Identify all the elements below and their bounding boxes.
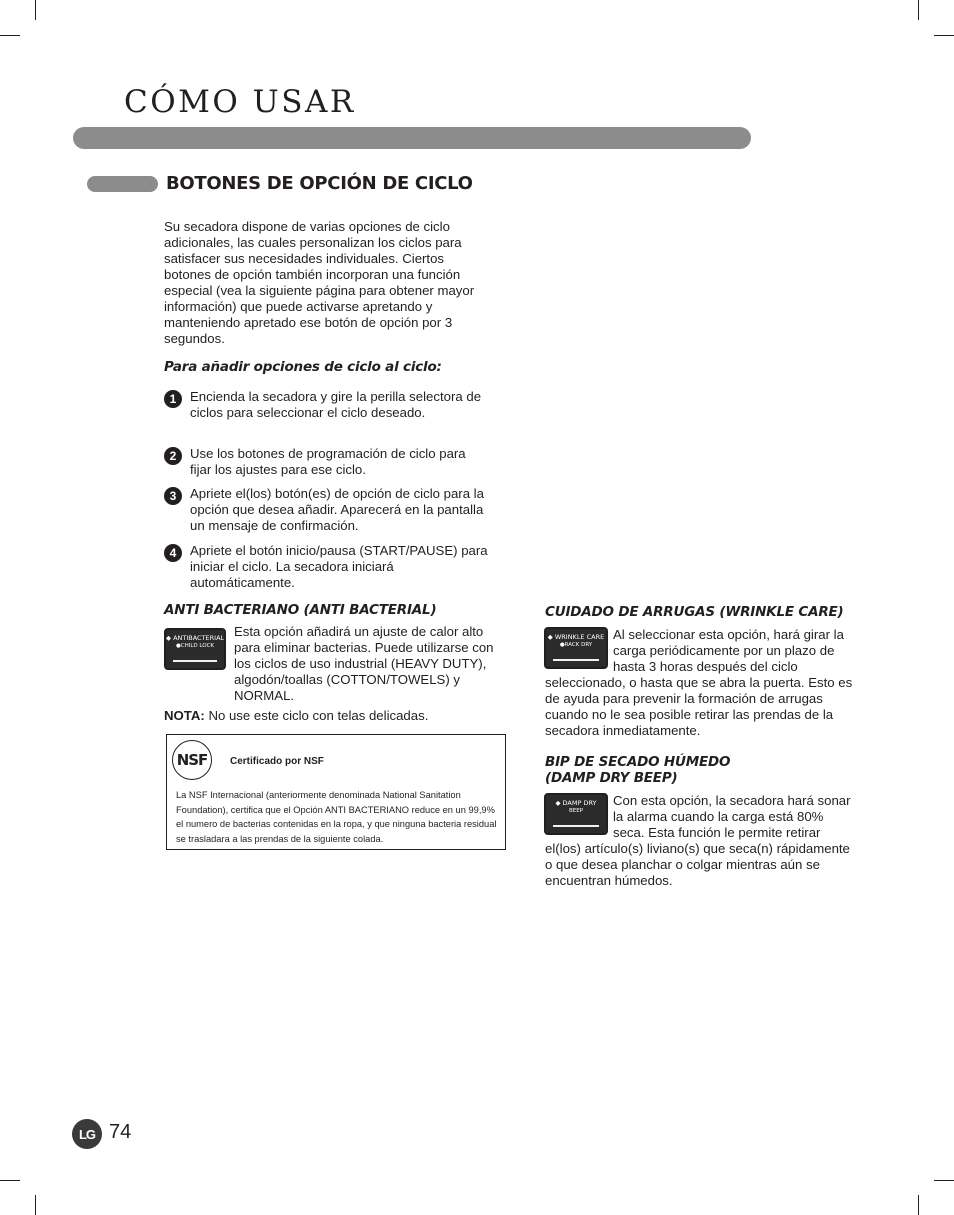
button-sublabel: ●RACK DRY [559, 642, 593, 648]
crop-mark [0, 1180, 20, 1181]
wrinkle-care-text: Al seleccionar esta opción, hará girar la carga periódicamente por un plazo de hasta 3 horas después del ciclo seleccionado, o hasta que se abra la puerta. Esto es de ayuda para prevenir la formación de arrugas cuando no le sea posible retirar las prendas de la secadora inmediatamente. [545, 627, 853, 738]
section-title: BOTONES DE OPCIÓN DE CICLO [166, 173, 473, 194]
wrinkle-care-text-block [545, 627, 857, 739]
damp-dry-text: Con esta opción, la secadora hará sonar la alarma cuando la carga está 80% seca. Esta función le permite retirar el(los) artículo(s) liviano(s) que seca(n) rápidamente o que desea planchar o colgar mientras aún se encuentran húmedos. [545, 793, 851, 888]
add-options-heading: Para añadir opciones de ciclo al ciclo: [164, 359, 442, 375]
title-bar [73, 127, 751, 149]
crop-mark [918, 1195, 919, 1215]
step-item [164, 389, 494, 439]
step-number: 4 [164, 544, 182, 562]
step-item [164, 486, 494, 536]
damp-dry-text-block [545, 793, 857, 889]
section-pill [87, 176, 158, 192]
intro-paragraph: Su secadora dispone de varias opciones de ciclo adicionales, las cuales personalizan los ciclos para satisfacer sus necesidades individuales. Ciertos botones de opción también incorporan una función especial (vea la siguiente página para obtener mayor información) que puede activarse apretando y manteniendo apretado ese botón de opción por 3 segundos. [164, 219, 475, 346]
step-number: 3 [164, 487, 182, 505]
nsf-box [166, 734, 506, 850]
button-indicator [173, 660, 217, 662]
damp-dry-heading-line1: BIP DE SECADO HÚMEDO [545, 754, 731, 770]
page-title: CÓMO USAR [124, 84, 356, 120]
note-text: No use este ciclo con telas delicadas. [204, 708, 429, 723]
step-item [164, 446, 494, 480]
crop-mark [35, 1195, 36, 1215]
nsf-logo: NSF [172, 740, 212, 780]
button-label: ◆ ANTIBACTERIAL [166, 634, 225, 642]
damp-dry-heading-line2: (DAMP DRY BEEP) [545, 770, 678, 786]
step-text: Encienda la secadora y gire la perilla selectora de ciclos para seleccionar el ciclo deseado. [190, 389, 482, 420]
float-spacer [545, 627, 613, 675]
crop-mark [918, 0, 919, 20]
float-spacer [545, 793, 613, 841]
step-number: 2 [164, 447, 182, 465]
crop-mark [934, 35, 954, 36]
crop-mark [35, 0, 36, 20]
crop-mark [934, 1180, 954, 1181]
button-sublabel: ●CHILD LOCK [175, 643, 215, 649]
nsf-certified: Certificado por NSF [230, 756, 324, 767]
note [164, 708, 494, 724]
step-item [164, 543, 494, 593]
anti-bacterial-heading: ANTI BACTERIANO (ANTI BACTERIAL) [164, 602, 437, 618]
crop-mark [0, 35, 20, 36]
button-label: ◆ WRINKLE CARE [547, 633, 605, 641]
anti-bacterial-text: Esta opción añadirá un ajuste de calor alto para eliminar bacterias. Puede utilizarse con los ciclos de uso industrial (HEAVY DUTY), algodón/toallas (COTTON/TOWELS) y NORMAL. [234, 624, 494, 703]
step-text: Apriete el(los) botón(es) de opción de ciclo para la opción que desea añadir. Aparecerá en la pantalla un mensaje de confirmación. [190, 486, 484, 533]
step-number: 1 [164, 390, 182, 408]
lg-logo: LG [72, 1119, 102, 1149]
damp-dry-heading [545, 754, 730, 786]
button-sublabel: BEEP [568, 808, 584, 814]
button-label: ◆ DAMP DRY [555, 799, 597, 807]
anti-bacterial-button-image [164, 628, 226, 670]
wrinkle-care-heading: CUIDADO DE ARRUGAS (WRINKLE CARE) [545, 604, 844, 620]
step-text: Apriete el botón inicio/pausa (START/PAUSE) para iniciar el ciclo. La secadora iniciará automáticamente. [190, 543, 488, 590]
nsf-text: La NSF Internacional (anteriormente denominada National Sanitation Foundation), certifica que el Opción ANTI BACTERIANO reduce en un 99,9% el numero de bacterias contenidas en la ropa, y que ninguna bacteria residual se trasladara a las prendas de la siguiente colada. [176, 790, 497, 844]
note-label: NOTA: [164, 708, 205, 723]
step-text: Use los botones de programación de ciclo para fijar los ajustes para ese ciclo. [190, 446, 466, 477]
page-number: 74 [109, 1121, 132, 1143]
